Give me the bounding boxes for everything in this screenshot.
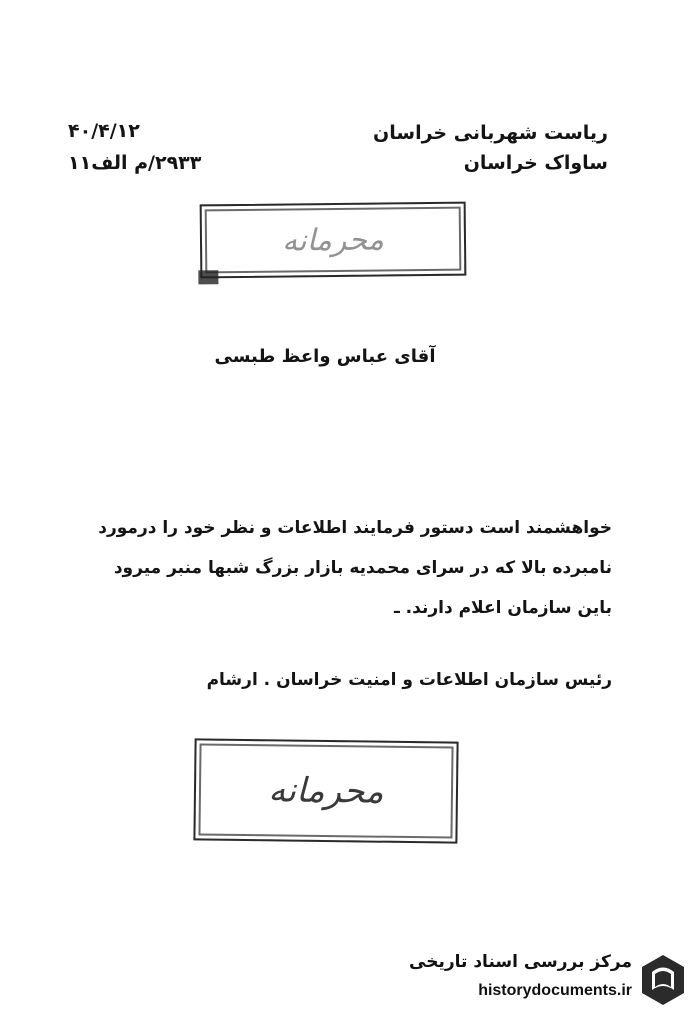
confidential-stamp-text: محرمانه (281, 221, 384, 259)
org-line-savak: ساواک خراسان (463, 152, 608, 174)
letter-addressee: آقای عباس واعظ طبسی (214, 346, 436, 367)
archive-watermark (409, 946, 688, 1016)
confidential-stamp-bottom (193, 738, 458, 843)
letterhead-organization (348, 118, 608, 178)
org-line-police: ریاست شهربانی خراسان (373, 122, 608, 144)
letter-date-block (68, 115, 228, 179)
confidential-stamp-top (200, 202, 467, 279)
confidential-stamp-text: محرمانه (268, 770, 384, 812)
letter-signature: رئیس سازمان اطلاعات و امنیت خراسان . ارشام (206, 670, 612, 690)
archive-website: historydocuments.ir (478, 982, 632, 999)
archive-center-name: مرکز بررسی اسناد تاریخی (409, 952, 632, 972)
body-line: باین سازمان اعلام دارند. ـ (393, 598, 612, 618)
letter-body (67, 508, 612, 628)
ink-blot (198, 270, 218, 284)
body-line: نامبرده بالا که در سرای محمدیه بازار بزرگ شبها منبر میرود (113, 558, 612, 578)
body-line: خواهشمند است دستور فرمایند اطلاعات و نظر خود را درمورد (98, 518, 612, 538)
archive-logo-icon (638, 952, 688, 1008)
letter-reference-number: ۲۹۳۳/م الف۱۱ (68, 152, 202, 174)
letter-date: ۴۰/۴/۱۲ (68, 120, 140, 142)
